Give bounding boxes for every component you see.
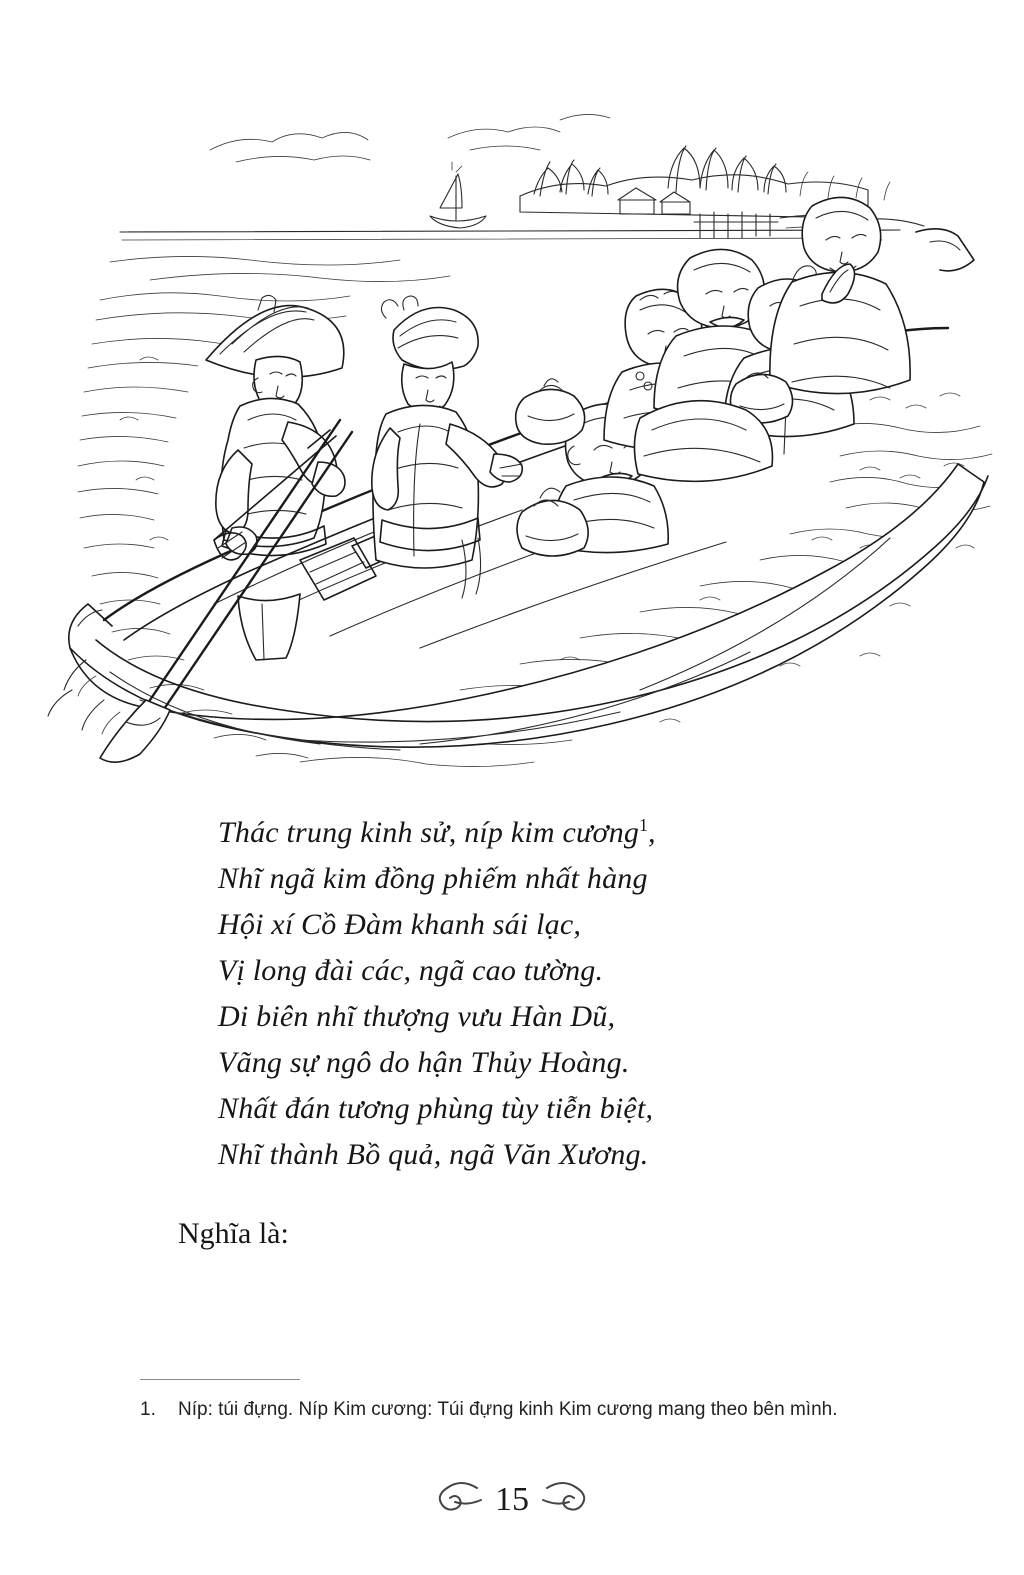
- footnote-separator: [140, 1379, 300, 1380]
- footnote-item: [0, 1394, 1024, 1425]
- footnote-number: 1.: [140, 1399, 156, 1420]
- footnote-text: Níp: túi đựng. Níp Kim cương: Túi đựng kinh Kim cương mang theo bên mình.: [178, 1399, 838, 1420]
- distant-trees: [534, 146, 890, 200]
- poem-line: [218, 810, 1024, 856]
- poem-line: Di biên nhĩ thượng vưu Hàn Dũ,: [218, 1000, 616, 1033]
- page-number-ornament: [425, 1478, 599, 1522]
- nghia-label: Nghĩa là:: [178, 1217, 289, 1250]
- cloud-flourish-left-icon: [425, 1478, 485, 1522]
- poem-line: Nhĩ ngã kim đồng phiếm nhất hàng: [218, 862, 648, 895]
- poem-line: Nhất đán tương phùng tùy tiễn biệt,: [218, 1092, 654, 1125]
- distant-sailboat: [430, 162, 486, 228]
- page-footer: [0, 1425, 1024, 1575]
- woman-with-headscarf-figure: [372, 296, 522, 598]
- poem-line: Vị long đài các, ngã cao tường.: [218, 954, 604, 987]
- cloud-flourish-right-icon: [539, 1478, 599, 1522]
- footnote-marker[interactable]: 1: [639, 815, 649, 835]
- poem-line-trailing: ,: [648, 816, 656, 849]
- poem-block: [0, 810, 1024, 1178]
- standing-monk-figure: [770, 197, 910, 393]
- footnote-area: [0, 1379, 1024, 1425]
- poem-line: Hội xí Cồ Đàm khanh sái lạc,: [218, 908, 582, 941]
- poem-line-text: Thác trung kinh sử, níp kim cương: [218, 816, 640, 849]
- page-number: 15: [495, 1481, 529, 1518]
- poem-line: Vãng sự ngô do hận Thủy Hoàng.: [218, 1046, 630, 1079]
- boatman-figure: [100, 295, 352, 762]
- poem-line: Nhĩ thành Bồ quả, ngã Văn Xương.: [218, 1138, 649, 1171]
